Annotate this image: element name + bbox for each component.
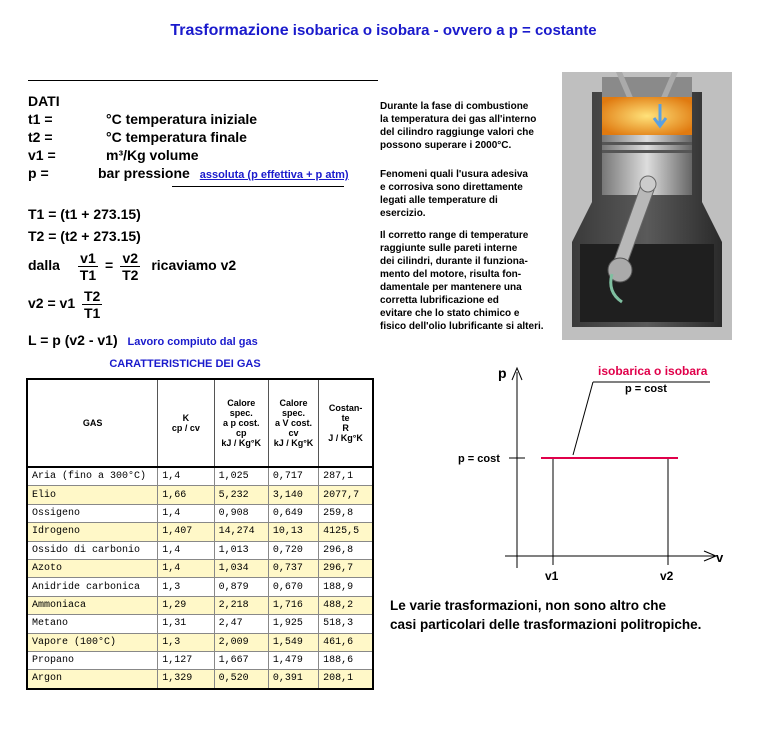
table-row: Ammoniaca 1,29 2,218 1,716 488,2 <box>27 596 373 614</box>
table-header <box>27 379 373 467</box>
v1-label: v1 <box>545 569 559 583</box>
header-r: Costan- te R J / Kg°K <box>319 379 373 467</box>
pcost-top-label: p = cost <box>625 383 667 395</box>
page-title <box>0 22 767 40</box>
title-part1: Trasformazione <box>170 22 289 39</box>
pv-diagram <box>440 360 740 585</box>
pcost-left-label: p = cost <box>458 453 500 465</box>
table-row: Aria (fino a 300°C) 1,4 1,025 0,717 287,1 <box>27 467 373 486</box>
divider-top <box>28 80 378 81</box>
table-row: Propano 1,127 1,667 1,479 188,6 <box>27 651 373 669</box>
header-gas: GAS <box>27 379 158 467</box>
engine-cylinder-image <box>562 72 732 340</box>
table-row: Ossigeno 1,4 0,908 0,649 259,8 <box>27 504 373 522</box>
lubrication-paragraph: Il corretto range di temperature raggiunte sulle pareti interne dei cilindri, durante il funziona- mento del motore, risulta fon- damentale per mantenere una corretta lubrificazione ed evitare che lo stato chimico e fisico dell'olio lubrificante si alteri. <box>380 230 544 332</box>
v-axis-label: v <box>716 550 724 565</box>
table-row: Argon 1,329 0,520 0,391 208,1 <box>27 670 373 689</box>
table-caption: CARATTERISTICHE DEI GAS <box>109 358 261 370</box>
dati-row-v1: v1 = m³/Kg volume <box>28 147 199 163</box>
combustion-paragraph: Durante la fase di combustione la temperatura dei gas all'interno del cilindro raggiunge valori che possono superare i 2000°C. <box>380 101 537 151</box>
dati-heading: DATI <box>28 93 60 109</box>
table-row: Idrogeno 1,407 14,274 10,13 4125,5 <box>27 523 373 541</box>
formula-T2: T2 = (t2 + 273.15) <box>28 228 141 244</box>
bottom-note: Le varie trasformazioni, non sono altro che casi particolari delle trasformazioni politropiche. <box>390 598 702 632</box>
title-part2: isobarica o isobara - ovvero a p = costante <box>292 22 597 39</box>
table-row: Anidride carbonica 1,3 0,879 0,670 188,9 <box>27 578 373 596</box>
dati-row-p: p = bar pressione assoluta (p effettiva + p atm) <box>28 165 349 181</box>
divider-mid <box>172 186 344 187</box>
dati-row-t2: t2 = °C temperatura finale <box>28 129 247 145</box>
curve-label: isobarica o isobara <box>598 364 708 378</box>
formula-T1: T1 = (t1 + 273.15) <box>28 206 141 222</box>
v2-label: v2 <box>660 569 674 583</box>
formula-v2: v2 = v1 $\frac{T2}{T1}$ <box>28 288 101 321</box>
formula-L: L = p (v2 - v1) Lavoro compiuto dal gas <box>28 332 258 348</box>
header-cp: Calore spec. a p cost. cp kJ / Kg°K <box>214 379 268 467</box>
dati-row-t1: t1 = °C temperatura iniziale <box>28 111 258 127</box>
header-k: K cp / cv <box>158 379 214 467</box>
table-row: Azoto 1,4 1,034 0,737 296,7 <box>27 559 373 577</box>
p-axis-label: p <box>498 365 507 381</box>
lavoro-label: Lavoro compiuto dal gas <box>127 336 258 348</box>
pressure-note: assoluta (p effettiva + p atm) <box>199 169 349 181</box>
header-cv: Calore spec. a V cost. cv kJ / Kg°K <box>268 379 318 467</box>
engine-cylinder-drawing <box>562 72 732 340</box>
formula-ratio: dalla $\frac{v1}{T1}$ = $\frac{v2}{T2}$ ricaviamo v2 <box>28 250 237 283</box>
wear-paragraph: Fenomeni quali l'usura adesiva e corrosiva sono direttamente legati alle temperature di esercizio. <box>380 169 528 219</box>
label-leader-line <box>573 382 593 455</box>
table-row: Vapore (100°C) 1,3 2,009 1,549 461,6 <box>27 633 373 651</box>
table-row: Metano 1,31 2,47 1,925 518,3 <box>27 615 373 633</box>
gas-table <box>26 378 374 690</box>
table-row: Ossido di carbonio 1,4 1,013 0,720 296,8 <box>27 541 373 559</box>
table-row: Elio 1,66 5,232 3,140 2077,7 <box>27 486 373 504</box>
dati-section <box>28 92 349 184</box>
